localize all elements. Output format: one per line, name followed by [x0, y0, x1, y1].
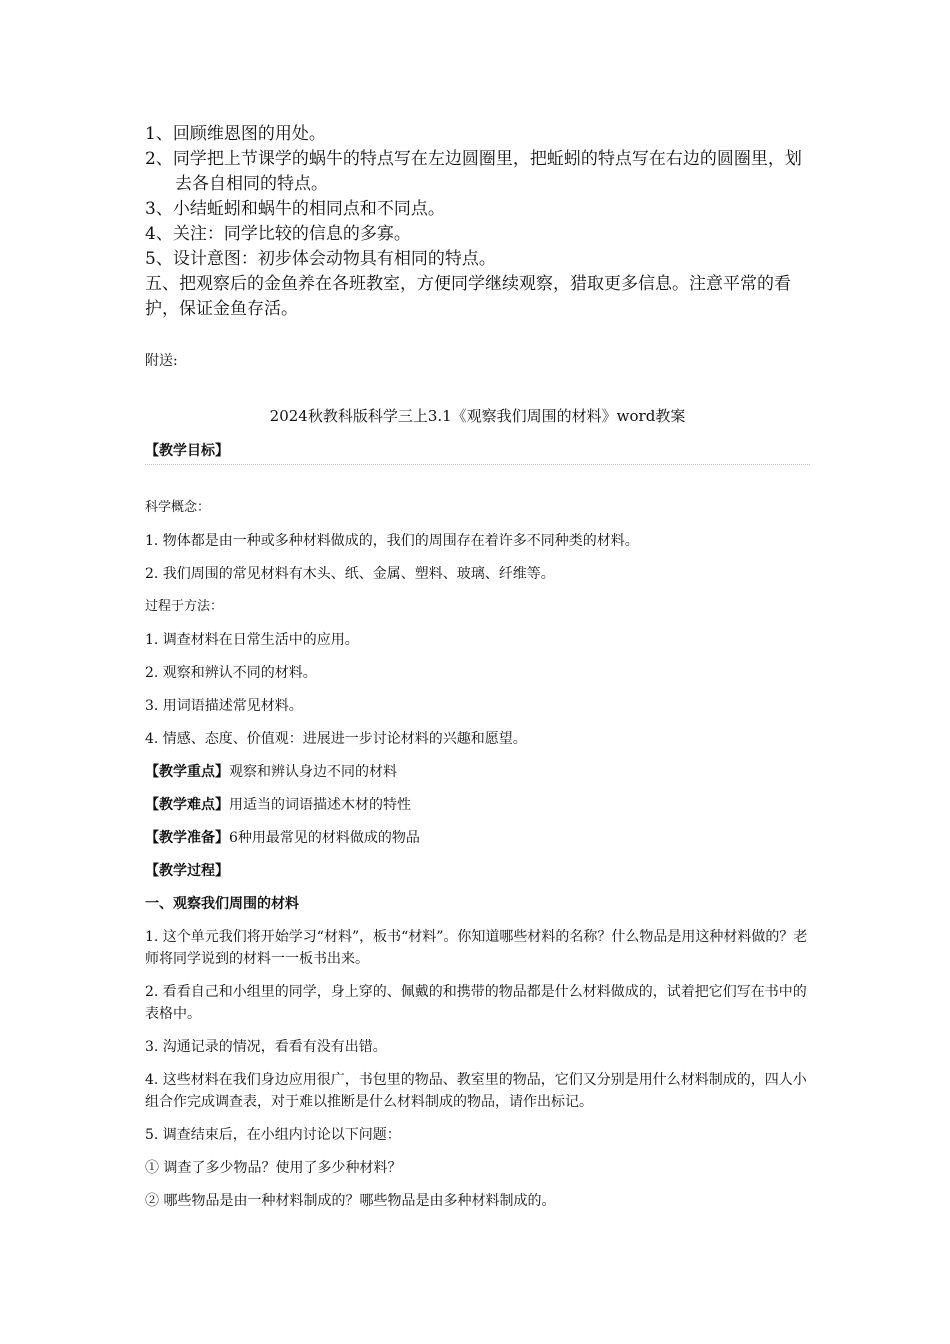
list-item: 1. 物体都是由一种或多种材料做成的，我们的周围存在着许多不同种类的材料。 — [145, 533, 639, 549]
concept-label: 科学概念： — [145, 500, 211, 515]
teaching-goals-heading: 【教学目标】 — [145, 440, 810, 465]
list-item: 5. 调查结束后，在小组内讨论以下问题： — [145, 1127, 401, 1143]
appendix-label: 附送: — [145, 353, 178, 369]
list-item: 2、同学把上节课学的蜗牛的特点写在左边圆圈里，把蚯蚓的特点写在右边的圆圈里，划去各自相同的特点。 — [145, 149, 802, 194]
list-item: 3. 用词语描述常见材料。 — [145, 698, 303, 714]
list-item: 3. 沟通记录的情况，看看有没有出错。 — [145, 1039, 387, 1055]
key-point-text: 观察和辨认身边不同的材料 — [229, 764, 397, 780]
list-item: 2. 看看自己和小组里的同学，身上穿的、佩戴的和携带的物品都是什么材料做成的，试着把它们写在书中的表格中。 — [145, 984, 807, 1022]
list-item: 1. 这个单元我们将开始学习“材料”，板书“材料”。你知道哪些材料的名称？什么物品是用这种材料做的？老师将同学说到的材料一一板书出来。 — [145, 929, 808, 967]
list-item: 4. 情感、态度、价值观：进展进一步讨论材料的兴趣和愿望。 — [145, 731, 527, 747]
previous-lesson-steps — [145, 122, 810, 322]
preparation-label: 【教学准备】 — [145, 830, 229, 846]
list-item: 2. 我们周围的常见材料有木头、纸、金属、塑料、玻璃、纤维等。 — [145, 566, 555, 582]
list-item: 4、关注：同学比较的信息的多寡。 — [145, 224, 411, 244]
list-item: 4. 这些材料在我们身边应用很广，书包里的物品、教室里的物品，它们又分别是用什么材料制成的，四人小组合作完成调查表，对于难以推断是什么材料制成的物品，请作出标记。 — [145, 1072, 807, 1110]
document-title: 2024秋教科版科学三上3.1《观察我们周围的材料》word教案 — [269, 407, 686, 425]
difficult-point — [145, 794, 810, 816]
difficult-point-text: 用适当的词语描述木材的特性 — [229, 797, 411, 813]
lesson-body — [145, 497, 810, 1223]
preparation-text: 6种用最常见的材料做成的物品 — [229, 830, 420, 846]
process-label: 过程于方法： — [145, 599, 224, 614]
preparation — [145, 827, 810, 849]
list-item: 1、回顾维恩图的用处。 — [145, 124, 326, 144]
list-item: 1. 调查材料在日常生活中的应用。 — [145, 632, 359, 648]
difficult-point-label: 【教学难点】 — [145, 797, 229, 813]
list-item: 3、小结蚯蚓和蜗牛的相同点和不同点。 — [145, 199, 445, 219]
key-point — [145, 761, 810, 783]
section-one-heading: 一、观察我们周围的材料 — [145, 896, 299, 912]
list-item: ② 哪些物品是由一种材料制成的？哪些物品是由多种材料制成的。 — [145, 1193, 556, 1209]
list-item: ① 调查了多少物品？使用了多少种材料？ — [145, 1160, 402, 1176]
section-five-paragraph: 五、把观察后的金鱼养在各班教室，方便同学继续观察，猎取更多信息。注意平常的看护，保证金鱼存活。 — [145, 274, 791, 319]
list-item: 2. 观察和辨认不同的材料。 — [145, 665, 317, 681]
process-heading: 【教学过程】 — [145, 863, 229, 879]
list-item: 5、设计意图：初步体会动物具有相同的特点。 — [145, 249, 496, 269]
key-point-label: 【教学重点】 — [145, 764, 229, 780]
